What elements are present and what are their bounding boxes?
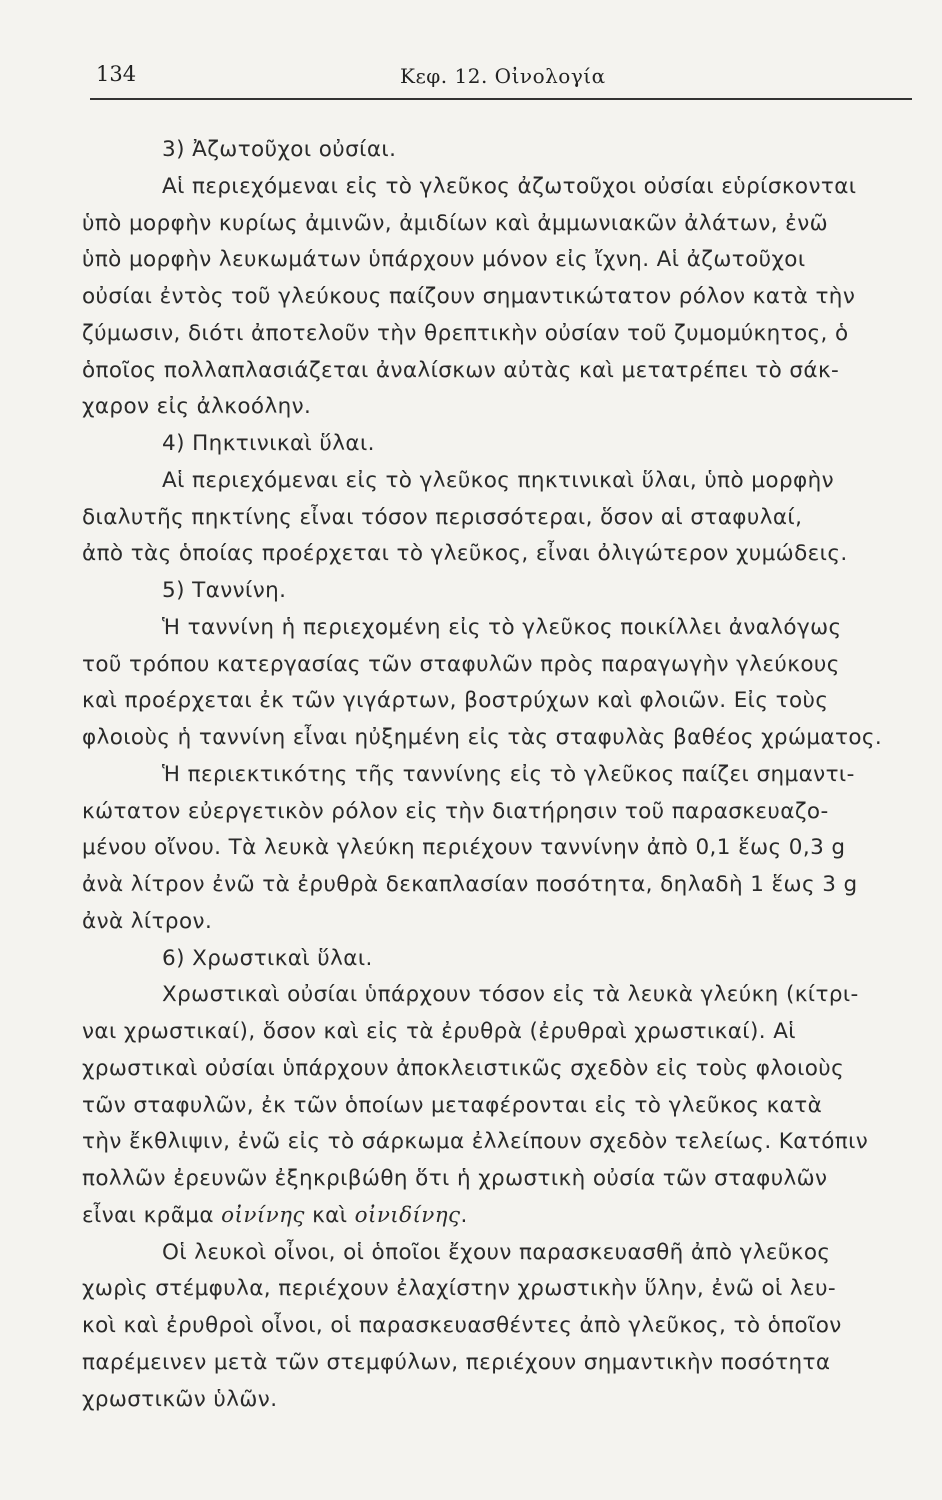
text-line: φλοιοὺς ἡ ταννίνη εἶναι ηὐξημένη εἰς τὰς σταφυλὰς βαθέος χρώματος. (82, 725, 883, 750)
text-line: Ἡ περιεκτικότης τῆς ταννίνης εἰς τὸ γλεῦκος παίζει σημαντι- (162, 761, 855, 787)
text-line: ὁποῖος πολλαπλασιάζεται ἀναλίσκων αὐτὰς καὶ μετατρέπει τὸ σάκ- (82, 357, 840, 383)
section-heading-3: 3) Ἀζωτοῦχοι οὐσίαι. (162, 137, 397, 162)
text-span: . (460, 1202, 468, 1228)
italic-term: οἰνιδίνης (354, 1202, 461, 1228)
text-line: ὑπὸ μορφὴν κυρίως ἀμινῶν, ἀμιδίων καὶ ἀμμωνιακῶν ἀλάτων, ἐνῶ (82, 210, 829, 236)
text-line: Αἱ περιεχόμεναι εἰς τὸ γλεῦκος ἀζωτοῦχοι οὐσίαι εὑρίσκονται (162, 173, 857, 199)
text-line: καὶ προέρχεται ἐκ τῶν γιγάρτων, βοστρύχων καὶ φλοιῶν. Εἰς τοὺς (82, 688, 829, 714)
text-line: τοῦ τρόπου κατεργασίας τῶν σταφυλῶν πρὸς παραγωγὴν γλεύκους (82, 651, 840, 677)
text-line: τὴν ἔκθλιψιν, ἐνῶ εἰς τὸ σάρκωμα ἐλλείπουν σχεδὸν τελείως. Κατόπιν (82, 1129, 869, 1155)
text-line: πολλῶν ἐρευνῶν ἐξηκριβώθη ὅτι ἡ χρωστικὴ οὐσία τῶν σταφυλῶν (82, 1166, 828, 1191)
text-line: χωρὶς στέμφυλα, περιέχουν ἐλαχίστην χρωστικὴν ὕλην, ἐνῶ οἱ λευ- (82, 1276, 837, 1302)
text-line: παρέμεινεν μετὰ τῶν στεμφύλων, περιέχουν σημαντικὴν ποσότητα (82, 1349, 831, 1375)
text-line: κώτατον εὐεργετικὸν ρόλον εἰς τὴν διατήρησιν τοῦ παρασκευαζο- (82, 798, 829, 824)
text-line: μένου οἴνου. Τὰ λευκὰ γλεύκη περιέχουν ταννίνην ἀπὸ 0,1 ἕως 0,3 g (82, 835, 846, 861)
page-header (90, 58, 912, 100)
text-line: Ἡ ταννίνη ἡ περιεχομένη εἰς τὸ γλεῦκος ποικίλλει ἀναλόγως (162, 614, 842, 640)
text-line: Οἱ λευκοὶ οἶνοι, οἱ ὁποῖοι ἔχουν παρασκευασθῆ ἀπὸ γλεῦκος (162, 1239, 831, 1265)
running-head: Κεφ. 12. Οἰνολογία (400, 64, 606, 88)
page-number: 134 (96, 62, 137, 86)
section-heading-4: 4) Πηκτινικαὶ ὕλαι. (162, 431, 375, 456)
text-line: χρωστικαὶ οὐσίαι ὑπάρχουν ἀποκλειστικῶς σχεδὸν εἰς τοὺς φλοιοὺς (82, 1055, 845, 1081)
text-line: τῶν σταφυλῶν, ἐκ τῶν ὁποίων μεταφέρονται εἰς τὸ γλεῦκος κατὰ (82, 1092, 823, 1118)
text-line: Χρωστικαὶ οὐσίαι ὑπάρχουν τόσον εἰς τὰ λευκὰ γλεύκη (κίτρι- (162, 982, 859, 1008)
text-line: οὐσίαι ἐντὸς τοῦ γλεύκους παίζουν σημαντικώτατον ρόλον κατὰ τὴν (82, 284, 856, 309)
text-line: διαλυτῆς πηκτίνης εἶναι τόσον περισσότεραι, ὅσον αἱ σταφυλαί, (82, 504, 803, 530)
text-body (82, 132, 912, 1418)
text-span: εἶναι κρᾶμα (82, 1202, 222, 1228)
italic-term: οἰνίνης (221, 1202, 305, 1228)
text-line-mixed (82, 1198, 912, 1235)
text-line: ζύμωσιν, διότι ἀποτελοῦν τὴν θρεπτικὴν οὐσίαν τοῦ ζυμομύκητος, ὁ (82, 320, 849, 346)
text-line: ναι χρωστικαί), ὅσον καὶ εἰς τὰ ἐρυθρὰ (ἐρυθραὶ χρωστικαί). Αἱ (82, 1019, 796, 1044)
text-line: ἀνὰ λίτρον. (82, 908, 213, 934)
text-line: χαρον εἰς ἀλκοόλην. (82, 394, 312, 420)
text-line: κοὶ καὶ ἐρυθροὶ οἶνοι, οἱ παρασκευασθέντες ἀπὸ γλεῦκος, τὸ ὁποῖον (82, 1313, 842, 1338)
text-line: ὑπὸ μορφὴν λευκωμάτων ὑπάρχουν μόνον εἰς ἴχνη. Αἱ ἀζωτοῦχοι (82, 247, 806, 273)
text-line: Αἱ περιεχόμεναι εἰς τὸ γλεῦκος πηκτινικαὶ ὕλαι, ὑπὸ μορφὴν (162, 467, 835, 493)
text-line: ἀνὰ λίτρον ἐνῶ τὰ ἐρυθρὰ δεκαπλασίαν ποσότητα, δηλαδὴ 1 ἕως 3 g (82, 872, 858, 897)
text-span: καὶ (304, 1202, 355, 1228)
text-line: ἀπὸ τὰς ὁποίας προέρχεται τὸ γλεῦκος, εἶναι ὀλιγώτερον χυμώδεις. (82, 541, 848, 567)
text-line: χρωστικῶν ὑλῶν. (82, 1386, 278, 1412)
section-heading-6: 6) Χρωστικαὶ ὕλαι. (162, 945, 373, 971)
section-heading-5: 5) Ταννίνη. (162, 578, 287, 603)
